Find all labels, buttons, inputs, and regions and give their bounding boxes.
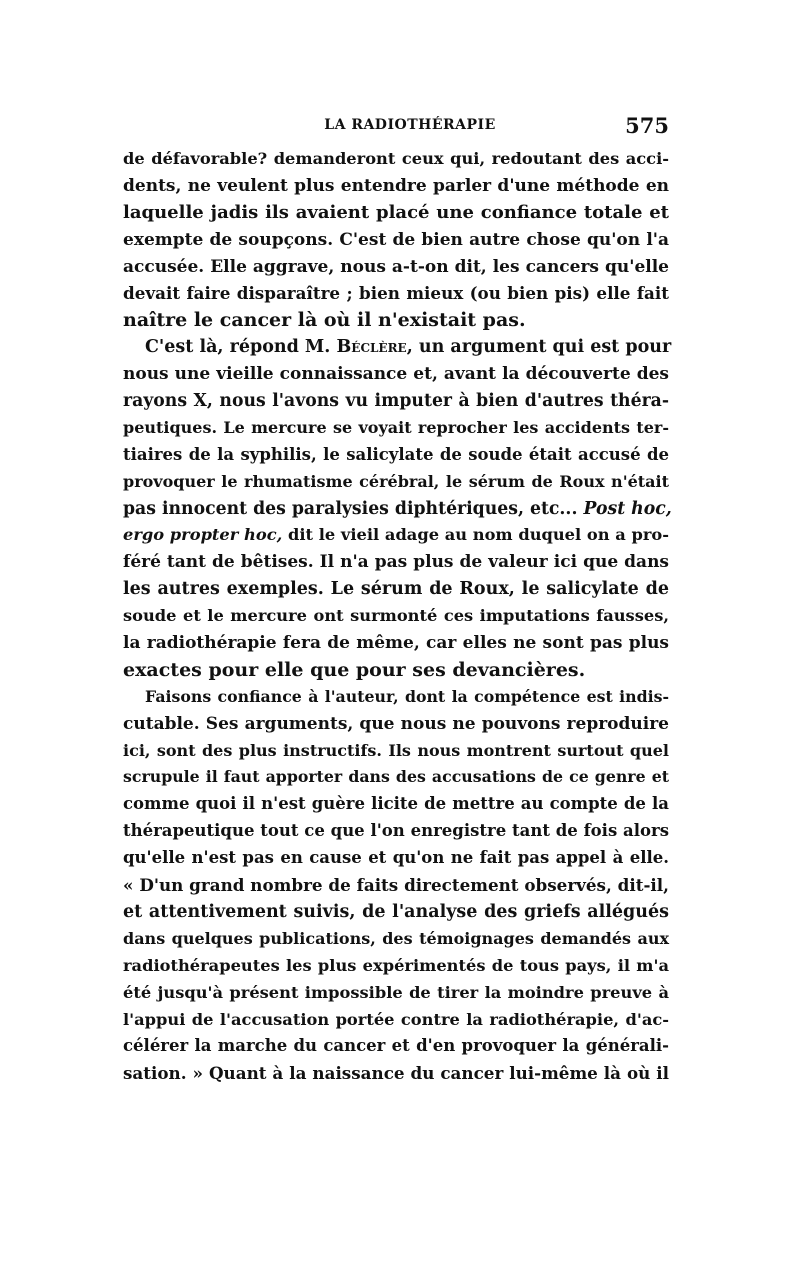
page-header [123, 113, 669, 139]
text-line: provoquer le rhumatisme cérébral, le sérum de Roux n'était [123, 471, 669, 491]
text-line: dents, ne veulent plus entendre parler d'une méthode en [123, 175, 669, 196]
text-line: célérer la marche du cancer et d'en provoquer la générali- [123, 1036, 669, 1056]
text-line: « D'un grand nombre de faits directement observés, dit-il, [123, 875, 669, 896]
text-line: devait faire disparaître ; bien mieux (ou bien pis) elle fait [123, 283, 669, 304]
text-line: dans quelques publications, des témoignages demandés aux [123, 928, 669, 948]
text-line: tiaires de la syphilis, le salicylate de soude était accusé de [123, 444, 669, 464]
text-line: naître le cancer là où il n'existait pas. [123, 309, 526, 332]
text-line: C'est là, répond M. Béclère, un argument qui est pour [145, 337, 672, 358]
text-line: sation. » Quant à la naissance du cancer lui-même là où il [123, 1063, 669, 1084]
text-line: accusée. Elle aggrave, nous a-t-on dit, les cancers qu'elle [123, 256, 669, 277]
text-line: l'appui de l'accusation portée contre la radiothérapie, d'ac- [123, 1009, 669, 1029]
text-line: nous une vieille connaissance et, avant la découverte des [123, 364, 669, 385]
text-line: ergo propter hoc, dit le vieil adage au nom duquel on a pro- [123, 525, 669, 545]
text-line: soude et le mercure ont surmonté ces imputations fausses, [123, 606, 669, 626]
text-line: féré tant de bêtises. Il n'a pas plus de valeur ici que dans [123, 552, 669, 573]
text-line: thérapeutique tout ce que l'on enregistre tant de fois alors [123, 821, 669, 841]
latin-phrase: ergo propter hoc, [123, 525, 283, 545]
page-number: 575 [625, 113, 669, 138]
text-line: laquelle jadis ils avaient placé une confiance totale et [123, 201, 669, 223]
text-line: radiothérapeutes les plus expérimentés de tous pays, il m'a [123, 955, 669, 975]
latin-phrase: Post hoc, [583, 498, 672, 519]
text-line: qu'elle n'est pas en cause et qu'on ne fait pas appel à elle. [123, 848, 669, 868]
text-line: cutable. Ses arguments, que nous ne pouvons reproduire [123, 713, 669, 734]
text-line: de défavorable? demanderont ceux qui, redoutant des acci- [123, 149, 669, 168]
text-line: peutiques. Le mercure se voyait reprocher les accidents ter- [123, 417, 669, 437]
text-line: Faisons confiance à l'auteur, dont la compétence est indis- [145, 686, 669, 706]
text-line: exempte de soupçons. C'est de bien autre chose qu'on l'a [123, 229, 669, 250]
text-line: comme quoi il n'est guère licite de mettre au compte de la [123, 794, 669, 814]
text-line: pas innocent des paralysies diphtériques, etc... Post hoc, [123, 498, 672, 519]
text-line: exactes pour elle que pour ses devancières. [123, 658, 586, 681]
text-line: les autres exemples. Le sérum de Roux, le salicylate de [123, 579, 669, 600]
text-line: été jusqu'à présent impossible de tirer la moindre preuve à [123, 982, 669, 1002]
body-text [123, 146, 672, 1087]
text-line: scrupule il faut apporter dans des accusations de ce genre et [123, 767, 669, 787]
text-line: la radiothérapie fera de même, car elles ne sont pas plus [123, 633, 669, 654]
running-title: LA RADIOTHÉRAPIE [324, 117, 496, 133]
text-line: ici, sont des plus instructifs. Ils nous montrent surtout quel [123, 740, 669, 760]
author-name: Béclère [336, 337, 407, 358]
text-line: et attentivement suivis, de l'analyse des griefs allégués [123, 901, 669, 922]
text-line: rayons X, nous l'avons vu imputer à bien d'autres théra- [123, 391, 669, 412]
